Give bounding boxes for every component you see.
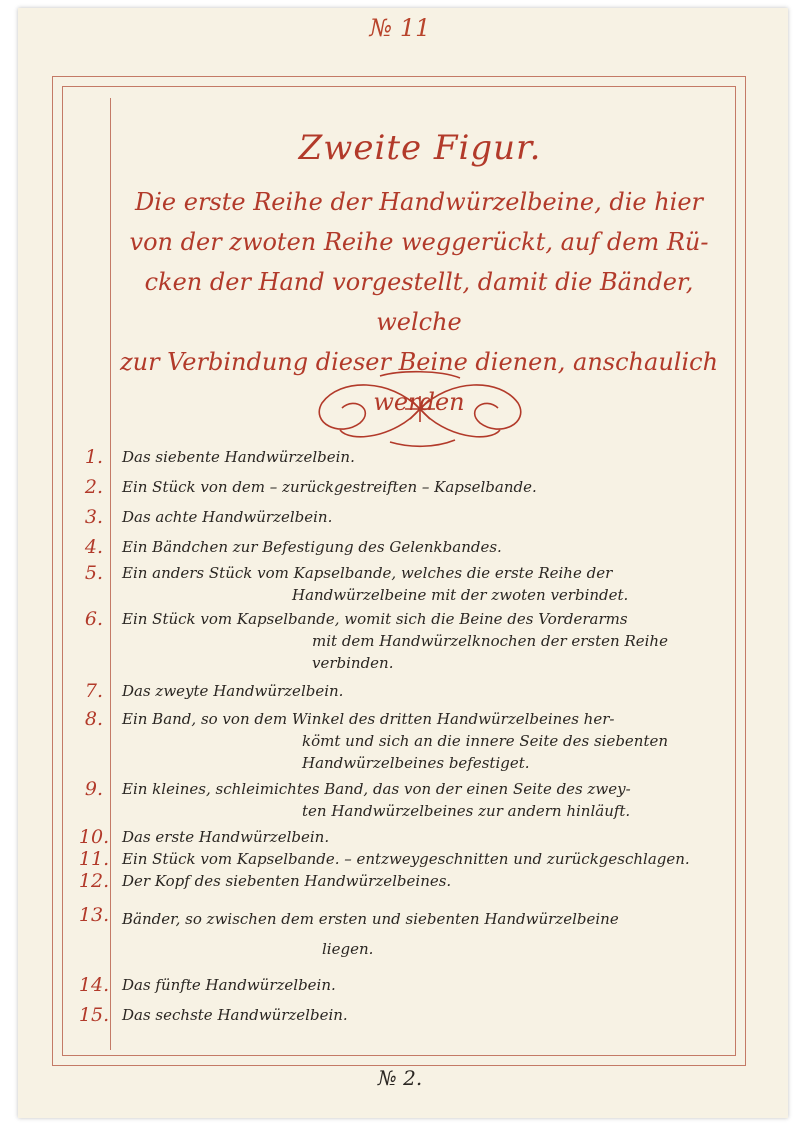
legend-item: [72, 974, 732, 996]
legend-text: kömt und sich an die innere Seite des siebenten: [302, 732, 669, 750]
calligraphic-flourish-ornament: [310, 368, 530, 450]
description-line: Die erste Reihe der Handwürzelbeine, die hier: [134, 188, 704, 216]
description-line: cken der Hand vorgestellt, damit die Bänder, welche: [144, 268, 694, 336]
legend-item: [72, 608, 732, 674]
legend-item: [72, 708, 732, 774]
description-line: zur Verbindung dieser Beine dienen, anschaulich: [119, 348, 719, 376]
legend-text: Ein Stück von dem – zurückgestreiften – Kapselbande.: [122, 478, 537, 496]
legend-text: Bänder, so zwischen dem ersten und siebenten Handwürzelbeine: [122, 910, 619, 928]
legend-text: Der Kopf des siebenten Handwürzelbeines.: [122, 872, 452, 890]
legend-number: 14.: [78, 974, 110, 996]
legend-item: [72, 562, 732, 606]
description-line: von der zwoten Reihe weggerückt, auf dem Rü-: [129, 228, 709, 256]
legend-text: Ein kleines, schleimichtes Band, das von der einen Seite des zwey-: [122, 780, 631, 798]
legend-number: 6.: [84, 608, 104, 630]
legend-number: 13.: [78, 904, 110, 926]
legend-number: 15.: [78, 1004, 110, 1026]
legend-text: mit dem Handwürzelknochen der ersten Reihe verbinden.: [312, 632, 668, 672]
page-number: № 11: [369, 14, 431, 42]
legend-text: Ein Stück vom Kapselbande, womit sich die Beine des Vorderarms: [122, 610, 628, 628]
figure-title: Zweite Figur.: [298, 128, 542, 168]
legend-number: 1.: [84, 446, 104, 468]
plate-number: № 2.: [377, 1066, 423, 1090]
legend-text: Das siebente Handwürzelbein.: [122, 448, 355, 466]
legend-item: [72, 476, 732, 498]
legend-number: 3.: [84, 506, 104, 528]
legend-number: 7.: [84, 680, 104, 702]
legend-text: Ein anders Stück vom Kapselbande, welches die erste Reihe der: [122, 564, 613, 582]
legend-list: [72, 446, 732, 1026]
legend-item: [72, 536, 732, 558]
legend-text: Ein Bändchen zur Befestigung des Gelenkbandes.: [122, 538, 502, 556]
legend-text: ten Handwürzelbeines zur andern hinläuft.: [302, 802, 631, 820]
description-line: werden: [373, 388, 465, 416]
legend-text: Das fünfte Handwürzelbein.: [122, 976, 336, 994]
legend-item: [72, 446, 732, 468]
legend-number: 8.: [84, 708, 104, 730]
legend-text: liegen.: [322, 940, 374, 958]
legend-number: 5.: [84, 562, 104, 584]
legend-item: [72, 826, 732, 848]
legend-item: [72, 904, 732, 964]
legend-number: 11.: [78, 848, 110, 870]
legend-text: Das achte Handwürzelbein.: [122, 508, 333, 526]
legend-item: [72, 778, 732, 822]
legend-number: 10.: [78, 826, 110, 848]
legend-text: Handwürzelbeines befestiget.: [302, 754, 530, 772]
legend-text: Das erste Handwürzelbein.: [122, 828, 330, 846]
legend-number: 2.: [84, 476, 104, 498]
legend-item: [72, 848, 732, 870]
legend-text: Das sechste Handwürzelbein.: [122, 1006, 348, 1024]
legend-text: Ein Band, so von dem Winkel des dritten Handwürzelbeines her-: [122, 710, 615, 728]
legend-number: 12.: [78, 870, 110, 892]
legend-text: Handwürzelbeine mit der zwoten verbindet.: [292, 586, 629, 604]
legend-number: 4.: [84, 536, 104, 558]
legend-item: [72, 506, 732, 528]
legend-text: Ein Stück vom Kapselbande. – entzweygeschnitten und zurückgeschlagen.: [122, 850, 690, 868]
legend-number: 9.: [84, 778, 104, 800]
legend-text: Das zweyte Handwürzelbein.: [122, 682, 344, 700]
legend-item: [72, 680, 732, 702]
legend-item: [72, 870, 732, 892]
legend-item: [72, 1004, 732, 1026]
